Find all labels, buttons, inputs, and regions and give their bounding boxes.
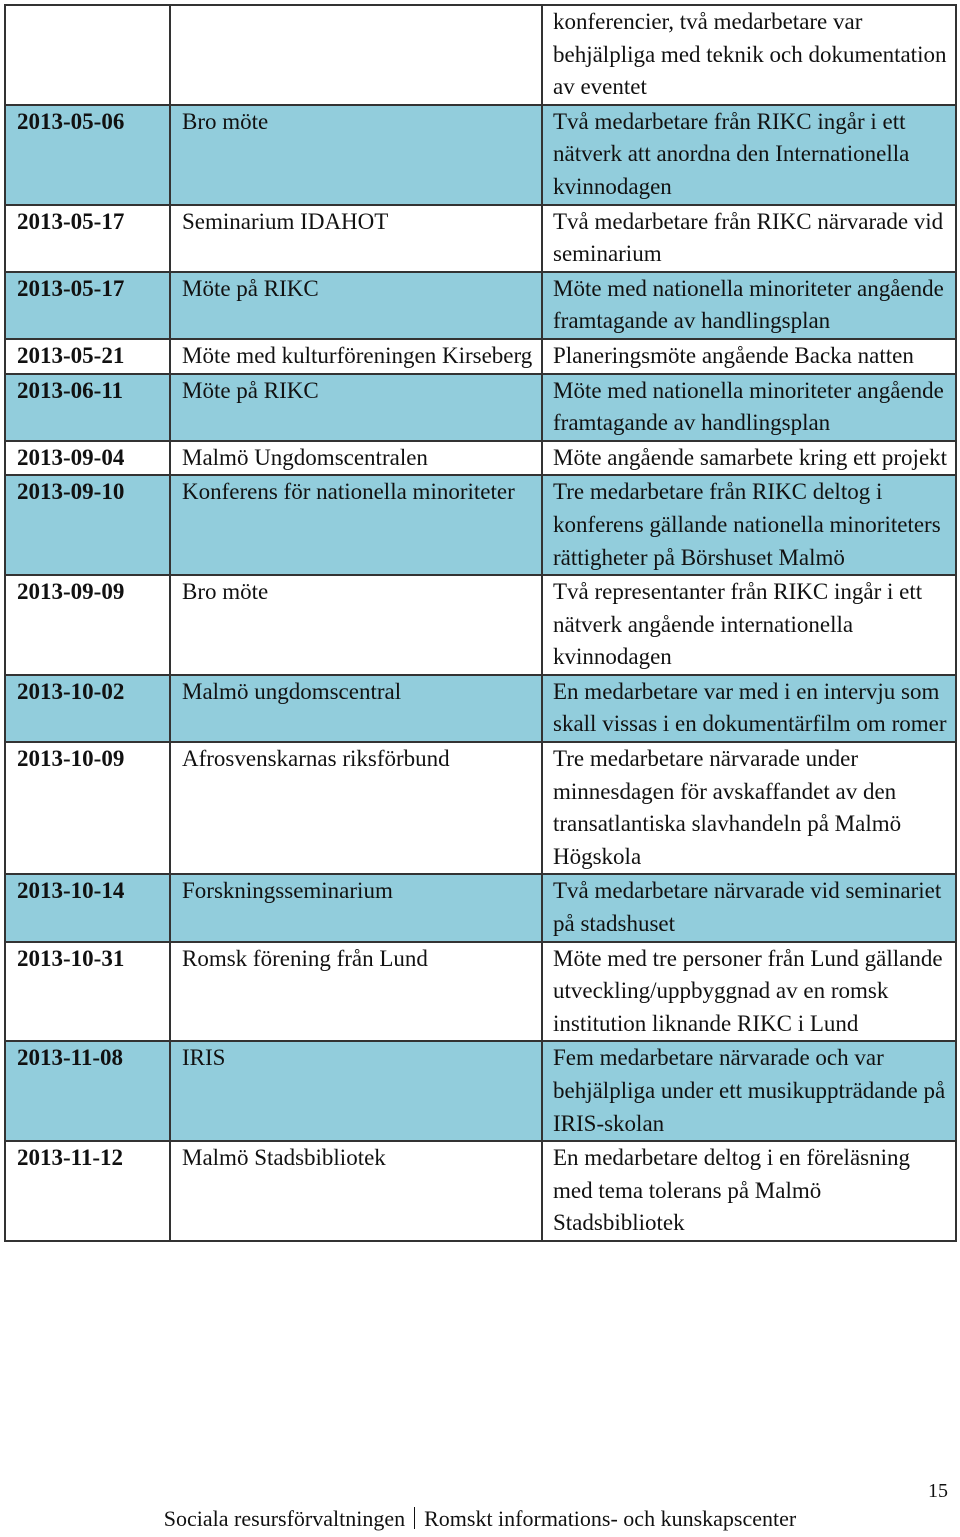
date-cell: 2013-10-02 [5,675,170,742]
table-row [5,1041,956,1141]
event-cell: Forskningsseminarium [170,874,542,941]
table-row [5,575,956,675]
description-cell: Två medarbetare från RIKC närvarade vid seminarium [542,205,956,272]
date-cell [5,5,170,105]
date-cell: 2013-11-12 [5,1141,170,1241]
description-cell: konferencier, två medarbetare var behjälpliga med teknik och dokumentation av eventet [542,5,956,105]
table-row [5,374,956,441]
table-row [5,942,956,1042]
description-cell: Möte angående samarbete kring ett projekt [542,441,956,476]
event-cell: Möte på RIKC [170,374,542,441]
table-row [5,5,956,105]
table-row [5,339,956,374]
description-cell: En medarbetare deltog i en föreläsning med tema tolerans på Malmö Stadsbibliotek [542,1141,956,1241]
description-cell: Två representanter från RIKC ingår i ett nätverk angående internationella kvinnodagen [542,575,956,675]
description-cell: Tre medarbetare från RIKC deltog i konferens gällande nationella minoriteters rättigheter på Börshuset Malmö [542,475,956,575]
footer-organization: Sociala resursförvaltningen [163,1506,406,1531]
table-row [5,441,956,476]
date-cell: 2013-09-09 [5,575,170,675]
event-cell: Malmö ungdomscentral [170,675,542,742]
event-cell: Konferens för nationella minoriteter [170,475,542,575]
event-cell: IRIS [170,1041,542,1141]
table-row [5,742,956,874]
date-cell: 2013-05-21 [5,339,170,374]
table-row [5,1141,956,1241]
event-cell: Möte på RIKC [170,272,542,339]
table-row [5,475,956,575]
table-row [5,675,956,742]
description-cell: Två medarbetare från RIKC ingår i ett nätverk att anordna den Internationella kvinnodagen [542,105,956,205]
date-cell: 2013-06-11 [5,374,170,441]
event-cell: Bro möte [170,575,542,675]
event-cell: Malmö Stadsbibliotek [170,1141,542,1241]
table-row [5,874,956,941]
footer-center-name: Romskt informations- och kunskapscenter [424,1506,797,1531]
date-cell: 2013-05-17 [5,205,170,272]
event-cell: Bro möte [170,105,542,205]
page-number: 15 [928,1480,948,1502]
activity-table [4,4,957,1242]
description-cell: Tre medarbetare närvarade under minnesdagen för avskaffandet av den transatlantiska slavhandeln på Malmö Högskola [542,742,956,874]
date-cell: 2013-05-17 [5,272,170,339]
activity-table-body [5,5,956,1241]
date-cell: 2013-09-10 [5,475,170,575]
description-cell: Fem medarbetare närvarade och var behjälpliga under ett musikuppträdande på IRIS-skolan [542,1041,956,1141]
event-cell: Romsk förening från Lund [170,942,542,1042]
page-footer [0,1506,960,1532]
date-cell: 2013-10-14 [5,874,170,941]
description-cell: Två medarbetare närvarade vid seminariet på stadshuset [542,874,956,941]
event-cell: Malmö Ungdomscentralen [170,441,542,476]
date-cell: 2013-11-08 [5,1041,170,1141]
description-cell: En medarbetare var med i en intervju som skall vissas i en dokumentärfilm om romer [542,675,956,742]
description-cell: Möte med tre personer från Lund gällande utveckling/uppbyggnad av en romsk institution liknande RIKC i Lund [542,942,956,1042]
description-cell: Planeringsmöte angående Backa natten [542,339,956,374]
description-cell: Möte med nationella minoriteter angående framtagande av handlingsplan [542,374,956,441]
event-cell: Seminarium IDAHOT [170,205,542,272]
event-cell [170,5,542,105]
date-cell: 2013-05-06 [5,105,170,205]
table-row [5,205,956,272]
date-cell: 2013-09-04 [5,441,170,476]
table-row [5,105,956,205]
table-row [5,272,956,339]
description-cell: Möte med nationella minoriteter angående framtagande av handlingsplan [542,272,956,339]
date-cell: 2013-10-31 [5,942,170,1042]
date-cell: 2013-10-09 [5,742,170,874]
event-cell: Möte med kulturföreningen Kirseberg [170,339,542,374]
event-cell: Afrosvenskarnas riksförbund [170,742,542,874]
footer-separator [414,1507,415,1529]
